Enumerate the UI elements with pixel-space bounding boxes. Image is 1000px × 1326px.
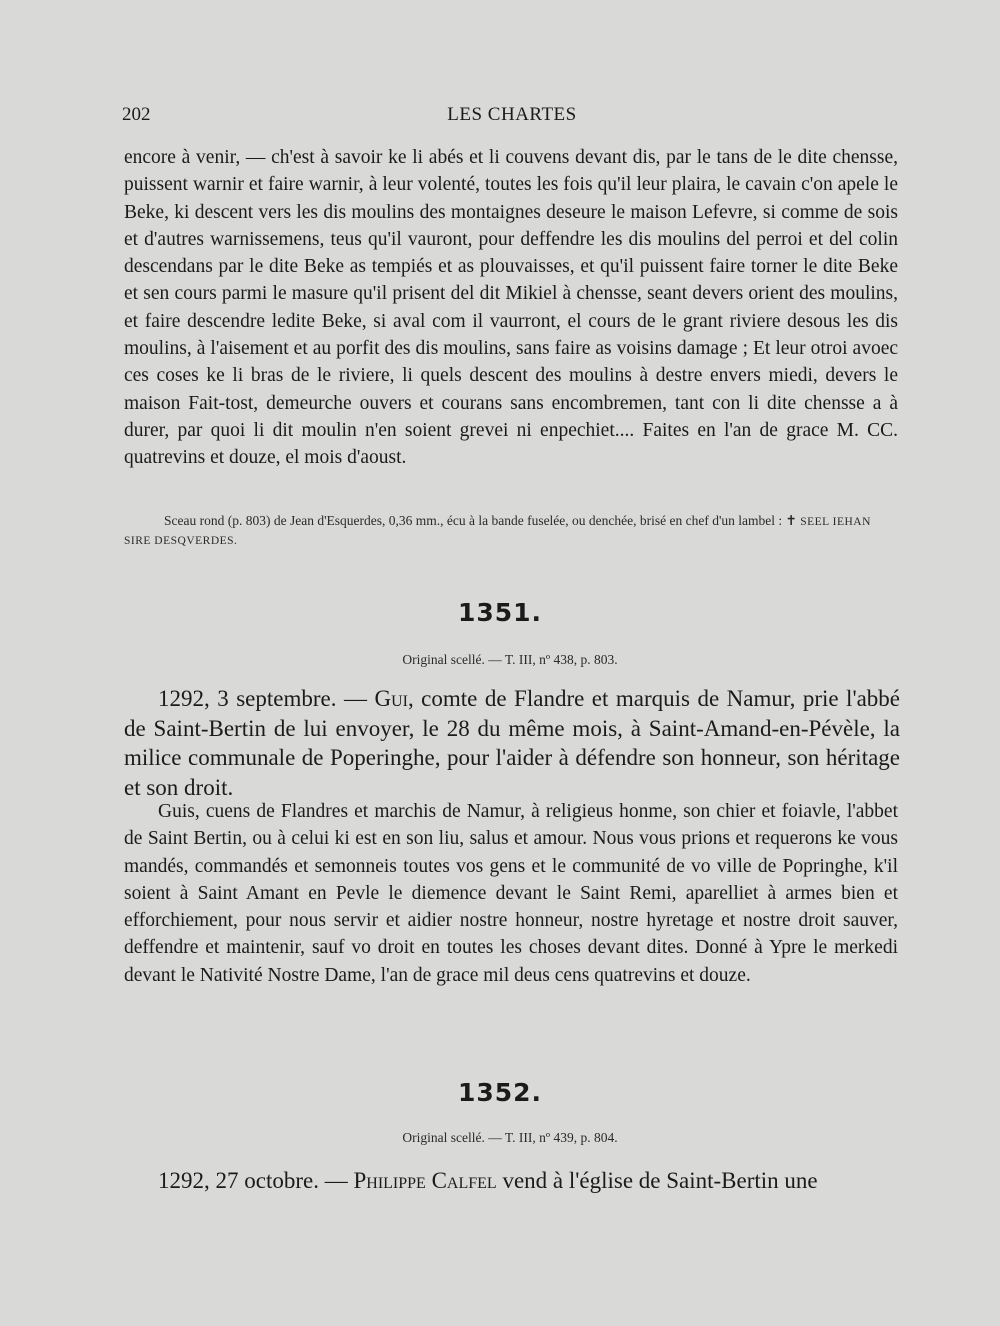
seal-note xyxy=(124,512,900,550)
charter-1350-paragraph: encore à venir, — ch'est à savoir ke li abés et li couvens devant dis, par le tans de le dite chensse, puissent warnir et faire warnir, à leur volenté, toutes les fois qu'il leur plaira, le cavain c'on apele le Beke, ki descent vers les dis moulins des montaignes deseure le maison Lefevre, si comme de sois et d'autres warnissemens, teus qu'il vauront, pour deffendre les dis moulins del perroi et del colin descendans par le dite Beke as tempiés et as plouvaisses, et qu'il puissent faire torner le dite Beke et sen cours parmi le masure qu'il prisent del dit Mikiel à chensse, seant devers orient des moulins, et faire descendre ledite Beke, si aval com il vaurront, el cours de le grant riviere desous les dis moulins, à l'aisement et au porfit des dis moulins, sans faire as voisins damage ; Et leur otroi avoec ces coses ke li bras de le riviere, li quels descent des moulins à destre envers miedi, devers le maison Fait-tost, demeurche ouvers et courans sans encombremen, tant con li dite chensse a à durer, par quoi li dit moulin n'en soient grevei ni enpechiet.... Faites en l'an de grace M. CC. quatrevins et douze, el mois d'aoust. xyxy=(124,147,898,469)
page-number: 202 xyxy=(122,104,151,125)
seal-legend: SEEL IEHAN SIRE DESQVERDES. xyxy=(124,516,871,547)
summary-text: , comte de Flandre et marquis de Namur, prie l'abbé de Saint-Bertin de lui envoyer, le 28 du même mois, à Saint-Amand-en-Pévèle, la milice communale de Poperinghe, pour l'aider à défendre son honneur, son héritage et son droit. xyxy=(124,686,901,800)
summary-person-name: Gui xyxy=(374,686,408,711)
charter-1350-text xyxy=(124,144,898,472)
charter-number-1352: 1352. xyxy=(457,1078,543,1107)
cross-symbol: ✝ xyxy=(785,513,797,528)
charter-1351-paragraph: Guis, cuens de Flandres et marchis de Namur, à religieus honme, son chier et foiavle, l'abbet de Saint Bertin, ou à celui ki est en son liu, salus et amour. Nous vous prions et requerons ke vous mandés, commandés et semonneis toutes vos gens et le communité de vo ville de Popringhe, k'il soient à Saint Amant en Pevle le diemence devant le Saint Remi, aparelliet à armes bien et efforchiement, pour nous servir et aidier nostre honneur, nostre hyretage et nostre droit sauver, deffendre et maintenir, sauf vo droit en toutes les choses devant dites. Donné à Ypre le merkedi devant le Nativité Nostre Dame, l'an de grace mil deus cens quatrevins et douze. xyxy=(124,801,898,986)
summary-1352 xyxy=(124,1166,900,1196)
summary-date: 1292, 27 octobre. — xyxy=(158,1168,354,1193)
seal-description: Sceau rond (p. 803) de Jean d'Esquerdes, 0,36 mm., écu à la bande fuselée, ou denchée, brisé en chef d'un lambel : xyxy=(164,513,786,528)
summary-text: vend à l'église de Saint-Bertin une xyxy=(496,1168,818,1193)
charter-number-1351: 1351. xyxy=(457,598,543,627)
source-reference-1351: Original scellé. — T. III, nº 438, p. 803. xyxy=(402,652,618,667)
summary-date: 1292, 3 septembre. — xyxy=(158,686,375,711)
charter-1351-text xyxy=(124,798,898,989)
source-reference-1352: Original scellé. — T. III, nº 439, p. 804. xyxy=(402,1130,618,1145)
running-head xyxy=(122,104,902,128)
summary-person-name: Philippe Calfel xyxy=(353,1168,497,1193)
summary-1351 xyxy=(124,684,900,802)
header-title: LES CHARTES xyxy=(447,104,577,125)
